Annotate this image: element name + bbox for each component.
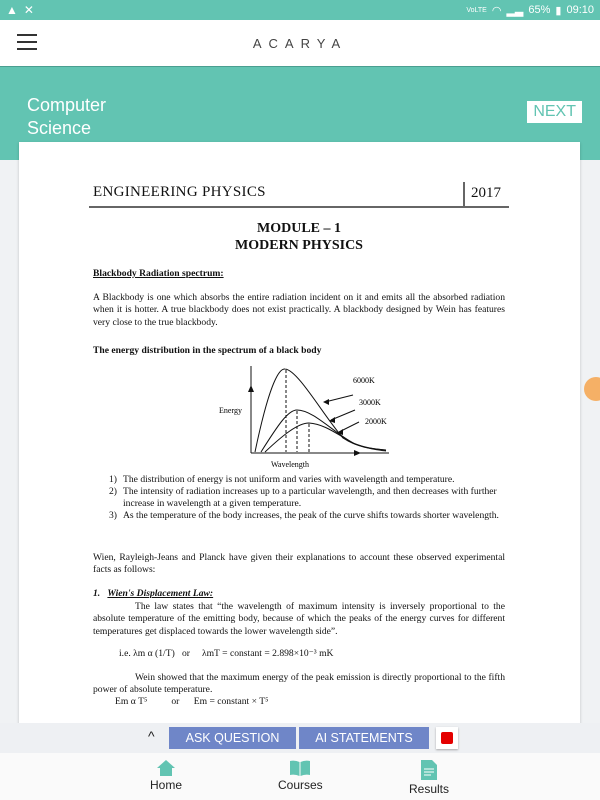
blackbody-graph [213,360,393,470]
svg-text:Energy: Energy [219,406,242,415]
status-right [466,4,594,17]
ai-statements-button[interactable]: AI STATEMENTS [299,727,429,749]
law-heading: 1. Wien's Displacement Law: [93,588,214,599]
doc-header-year: 2017 [463,182,501,208]
explanation-paragraph: Wien, Rayleigh-Jeans and Planck have given their explanations to account these observed experimental facts as follows: [93,552,505,576]
svg-text:2000K: 2000K [365,417,387,426]
svg-text:Wavelength: Wavelength [271,460,310,469]
doc-header-title: ENGINEERING PHYSICS [93,184,266,200]
nav-courses-label: Courses [278,778,323,792]
video-call-icon[interactable] [584,377,600,401]
alert-icon: ▲ [6,3,18,17]
formula-2: Em α T⁵ or Em = constant × T⁵ [115,696,269,707]
action-bar [0,723,600,753]
menu-icon[interactable] [17,34,37,50]
book-icon [290,760,310,776]
document-icon [421,760,437,780]
svg-text:6000K: 6000K [353,376,375,385]
module-number: MODULE – 1 [257,221,341,236]
module-name: MODERN PHYSICS [235,238,363,253]
module-title [89,220,509,254]
bottom-nav [0,753,600,800]
network-label: VoLTE [466,6,487,14]
status-bar [0,0,600,20]
section-paragraph: A Blackbody is one which absorbs the entire radiation incident on it and emits all the absorbed radiation when it is hotter. A true blackbody does not exist practically. A blackbody designed by Wein has features very close to the true blackbody. [93,292,505,328]
doc-header [89,180,509,208]
nav-courses[interactable] [278,760,323,792]
list-item: 2) The intensity of radiation increases up to a particular wavelength, and then decreases with further increase in wavelength at a given temperature. [109,486,497,509]
battery-icon: ▮ [555,4,562,17]
app-title: ACARYA [252,35,348,51]
app-bar [0,20,600,66]
next-button[interactable]: NEXT [527,101,582,123]
record-stop-button[interactable] [436,727,458,749]
status-left [6,3,34,17]
nav-home-label: Home [150,778,183,792]
section-heading: Blackbody Radiation spectrum: [93,268,224,279]
course-title-line2: Science [27,118,92,138]
clock: 09:10 [566,4,594,16]
wein-paragraph: Wein showed that the maximum energy of the peak emission is directly proportional to the fifth power of absolute temperature. [93,672,505,696]
stop-icon [441,732,453,744]
wifi-icon: ◠ [491,4,502,17]
nav-results[interactable] [409,760,449,796]
nav-results-label: Results [409,782,450,796]
document-card[interactable] [19,142,580,742]
observations-list [109,474,507,522]
battery-percent: 65% [528,4,551,16]
law-paragraph: The law states that “the wavelength of maximum intensity is inversely proportional to the absolute temperature of the emitting body, because of which the peaks of the energy curves for different temperatures get displaced towards the lower wavelength side”. [93,601,505,637]
nav-home[interactable] [150,760,182,792]
formula-1: i.e. λm α (1/T) or λmT = constant = 2.898×10⁻³ mK [119,648,334,659]
svg-text:3000K: 3000K [359,398,381,407]
signal-icon: ▂▃ [506,4,524,17]
section-heading: The energy distribution in the spectrum of a black body [93,345,322,356]
chevron-up-icon[interactable]: ^ [148,728,155,744]
list-item: 1) The distribution of energy is not uniform and varies with wavelength and temperature. [109,474,455,485]
list-item: 3) As the temperature of the body increases, the peak of the curve shifts towards shorter wavelength. [109,510,499,521]
home-icon [157,760,175,776]
course-title-line1: Computer [27,95,107,115]
notification-icon: ✕ [23,3,34,17]
ask-question-button[interactable]: ASK QUESTION [169,727,296,749]
course-title [27,94,106,140]
